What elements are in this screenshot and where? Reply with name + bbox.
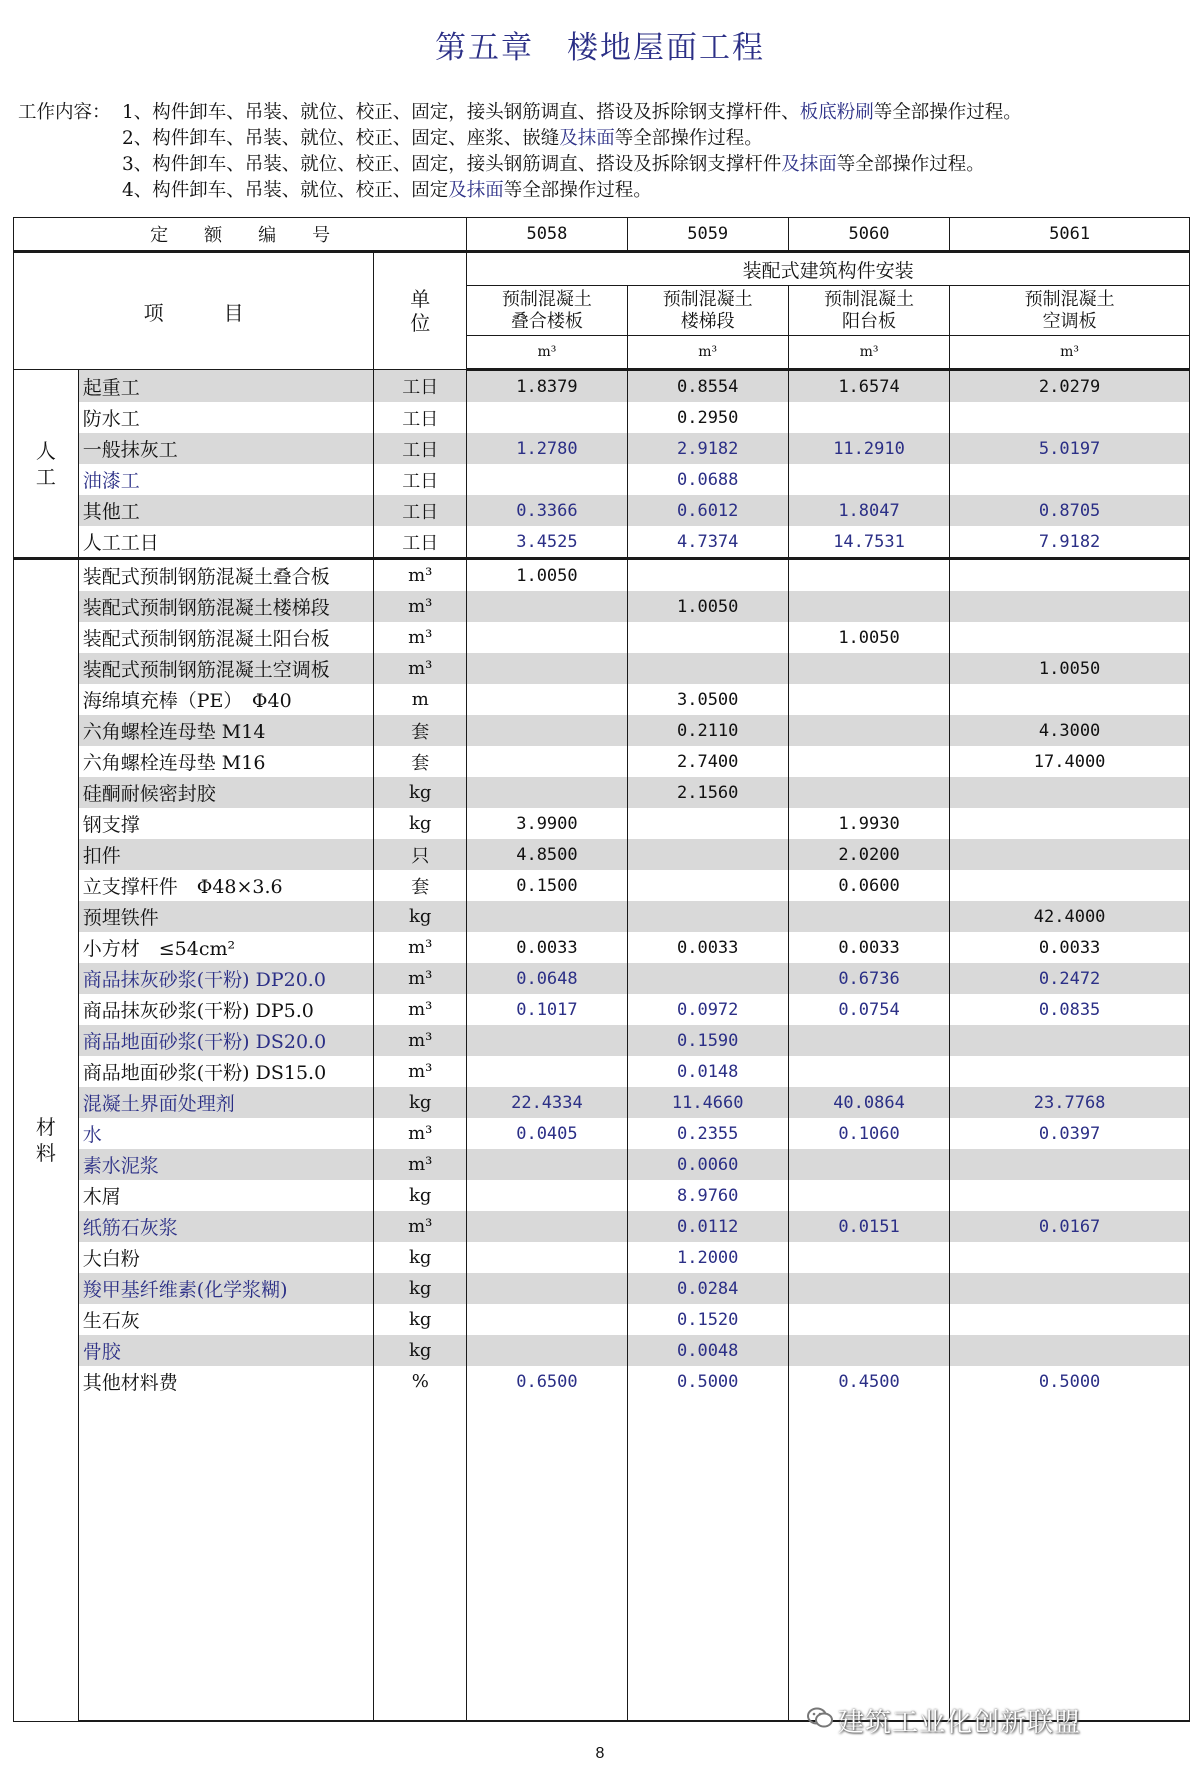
row-value-5061 [950,1025,1190,1056]
page-title: 第五章 楼地屋面工程 [435,30,765,66]
col-unit-5061: m³ [950,336,1190,370]
table-row [14,495,1190,526]
filler-cell [374,1397,467,1721]
row-value-5059 [627,808,788,839]
row-value-5060 [788,1180,949,1211]
table-row [14,1180,1190,1211]
work-text: 等全部操作过程。 [873,102,1022,123]
row-value-5061 [950,1056,1190,1087]
work-text: 3、构件卸车、吊装、就位、校正、固定，接头钢筋调直、搭设及拆除钢支撑杆件 [122,154,782,175]
table-row [14,591,1190,622]
row-value-5058 [467,1273,627,1304]
code-5059: 5059 [627,218,788,252]
col-head-5060: 预制混凝土 阳台板 [788,286,949,336]
row-value-5061: 5.0197 [950,433,1190,464]
row-value-5058: 1.0050 [467,559,627,592]
row-unit: kg [374,1304,467,1335]
row-unit: m³ [374,994,467,1025]
row-value-5059 [627,901,788,932]
row-unit: 工日 [374,433,467,464]
row-item-name: 油漆工 [78,464,373,495]
row-value-5058: 4.8500 [467,839,627,870]
row-item-name: 海绵填充棒（PE） Φ40 [78,684,373,715]
row-item-name: 其他材料费 [78,1366,373,1397]
row-value-5058 [467,464,627,495]
row-value-5058 [467,1025,627,1056]
row-value-5060 [788,715,949,746]
table-row [14,901,1190,932]
table-row [14,370,1190,403]
work-line [18,152,1188,178]
row-value-5058: 3.4525 [467,526,627,559]
row-value-5058 [467,1056,627,1087]
row-value-5060: 0.0033 [788,932,949,963]
row-unit: 工日 [374,526,467,559]
code-label: 定 额 编 号 [14,218,467,252]
row-unit: kg [374,1273,467,1304]
row-value-5061: 0.0835 [950,994,1190,1025]
row-value-5059: 0.0048 [627,1335,788,1366]
table-row [14,1242,1190,1273]
table-row [14,870,1190,901]
row-value-5058: 0.0405 [467,1118,627,1149]
row-value-5060: 11.2910 [788,433,949,464]
row-value-5059: 0.0284 [627,1273,788,1304]
col-head-5059: 预制混凝土 楼梯段 [627,286,788,336]
row-unit: 套 [374,870,467,901]
row-value-5059: 0.1590 [627,1025,788,1056]
row-value-5061: 0.5000 [950,1366,1190,1397]
row-value-5060 [788,901,949,932]
row-unit: 套 [374,715,467,746]
row-value-5059: 0.2950 [627,402,788,433]
row-value-5060 [788,1242,949,1273]
row-value-5058: 1.8379 [467,370,627,403]
row-value-5061 [950,1180,1190,1211]
group-labor: 人 工 [14,370,79,559]
row-unit: m [374,684,467,715]
unit-header: 单 位 [374,252,467,370]
row-unit: kg [374,1180,467,1211]
row-item-name: 纸筋石灰浆 [78,1211,373,1242]
row-unit: m³ [374,963,467,994]
row-unit: kg [374,1087,467,1118]
row-value-5058: 0.0033 [467,932,627,963]
row-value-5059: 0.0112 [627,1211,788,1242]
row-value-5060: 0.0151 [788,1211,949,1242]
row-value-5059: 2.7400 [627,746,788,777]
row-unit: 工日 [374,370,467,403]
row-value-5058: 0.3366 [467,495,627,526]
table-row [14,1118,1190,1149]
filler-cell [950,1397,1190,1721]
row-value-5060: 0.1060 [788,1118,949,1149]
row-item-name: 商品地面砂浆(干粉) DS20.0 [78,1025,373,1056]
work-text-highlight: 及抹面 [559,128,615,149]
row-value-5059: 2.1560 [627,777,788,808]
row-item-name: 防水工 [78,402,373,433]
work-text-highlight: 板底粉刷 [799,102,874,123]
row-value-5061 [950,1335,1190,1366]
row-item-name: 扣件 [78,839,373,870]
row-value-5059: 0.2355 [627,1118,788,1149]
row-value-5058: 0.6500 [467,1366,627,1397]
row-item-name: 预埋铁件 [78,901,373,932]
row-unit: 工日 [374,402,467,433]
row-value-5058 [467,653,627,684]
table-row [14,433,1190,464]
row-value-5060: 14.7531 [788,526,949,559]
table-row [14,1304,1190,1335]
table-row [14,559,1190,592]
row-unit: m³ [374,1025,467,1056]
row-unit: m³ [374,559,467,592]
row-value-5059: 0.2110 [627,715,788,746]
row-value-5059: 3.0500 [627,684,788,715]
row-value-5061: 23.7768 [950,1087,1190,1118]
group-material: 材 料 [14,559,79,1722]
work-text: 2、构件卸车、吊装、就位、校正、固定、座浆、嵌缝 [122,128,560,149]
row-value-5061: 2.0279 [950,370,1190,403]
work-text-highlight: 及抹面 [781,154,837,175]
row-value-5060: 0.6736 [788,963,949,994]
row-value-5060: 1.9930 [788,808,949,839]
table-row [14,932,1190,963]
row-item-name: 其他工 [78,495,373,526]
table-row [14,1149,1190,1180]
work-line [18,126,1188,152]
table-row [14,402,1190,433]
row-item-name: 起重工 [78,370,373,403]
row-item-name: 商品抹灰砂浆(干粉) DP20.0 [78,963,373,994]
row-value-5061 [950,622,1190,653]
row-item-name: 素水泥浆 [78,1149,373,1180]
work-text: 等全部操作过程。 [614,128,763,149]
table-row [14,963,1190,994]
row-value-5059 [627,559,788,592]
row-value-5059: 0.0033 [627,932,788,963]
table-row [14,1273,1190,1304]
row-value-5061: 0.2472 [950,963,1190,994]
row-item-name: 生石灰 [78,1304,373,1335]
row-unit: m³ [374,932,467,963]
row-item-name: 装配式预制钢筋混凝土楼梯段 [78,591,373,622]
row-item-name: 立支撑杆件 Φ48×3.6 [78,870,373,901]
work-text: 等全部操作过程。 [503,180,652,201]
col-unit-5059: m³ [627,336,788,370]
row-value-5060: 0.0600 [788,870,949,901]
row-item-name: 木屑 [78,1180,373,1211]
row-value-5058 [467,1304,627,1335]
row-item-name: 水 [78,1118,373,1149]
row-unit: m³ [374,1211,467,1242]
row-value-5060: 1.8047 [788,495,949,526]
row-value-5061 [950,777,1190,808]
table-row [14,1056,1190,1087]
row-value-5058 [467,1242,627,1273]
filler-cell [467,1397,627,1721]
work-text: 等全部操作过程。 [836,154,985,175]
row-item-name: 硅酮耐候密封胶 [78,777,373,808]
wechat-icon [806,1706,834,1730]
row-value-5060 [788,684,949,715]
row-value-5058: 0.1500 [467,870,627,901]
table-row [14,1335,1190,1366]
row-value-5058: 22.4334 [467,1087,627,1118]
row-value-5058 [467,622,627,653]
row-value-5061 [950,1304,1190,1335]
row-value-5059: 0.0972 [627,994,788,1025]
row-value-5058 [467,1180,627,1211]
row-value-5059 [627,839,788,870]
row-unit: 工日 [374,464,467,495]
table-row [14,1087,1190,1118]
row-value-5060: 0.4500 [788,1366,949,1397]
work-text: 4、构件卸车、吊装、就位、校正、固定 [122,180,449,201]
row-value-5059: 0.0688 [627,464,788,495]
row-unit: kg [374,1242,467,1273]
row-value-5060 [788,777,949,808]
row-item-name: 六角螺栓连母垫 M14 [78,715,373,746]
row-unit: kg [374,808,467,839]
row-unit: m³ [374,622,467,653]
row-value-5058 [467,777,627,808]
row-value-5061: 1.0050 [950,653,1190,684]
code-5058: 5058 [467,218,627,252]
row-value-5059: 1.2000 [627,1242,788,1273]
row-value-5060 [788,1304,949,1335]
work-line [18,100,1188,126]
work-label: 工作内容： [18,102,111,123]
item-header: 项 目 [14,252,374,370]
row-value-5060: 0.0754 [788,994,949,1025]
row-value-5060 [788,464,949,495]
row-item-name: 装配式预制钢筋混凝土阳台板 [78,622,373,653]
row-unit: 套 [374,746,467,777]
row-value-5060 [788,653,949,684]
page-number: 8 [595,1745,605,1762]
table-row [14,746,1190,777]
filler-cell [788,1397,949,1721]
group-title: 装配式建筑构件安装 [467,252,1190,286]
row-item-name: 一般抹灰工 [78,433,373,464]
col-head-5058: 预制混凝土 叠合楼板 [467,286,627,336]
table-row [14,715,1190,746]
work-line [18,178,1188,204]
row-value-5061 [950,1242,1190,1273]
row-value-5060: 2.0200 [788,839,949,870]
row-value-5059 [627,963,788,994]
row-unit: kg [374,777,467,808]
row-unit: kg [374,901,467,932]
col-unit-5058: m³ [467,336,627,370]
row-value-5058 [467,591,627,622]
row-item-name: 六角螺栓连母垫 M16 [78,746,373,777]
row-value-5060: 40.0864 [788,1087,949,1118]
table-row [14,526,1190,559]
row-value-5058: 0.1017 [467,994,627,1025]
row-value-5060 [788,746,949,777]
row-value-5059: 0.5000 [627,1366,788,1397]
table-row [14,1025,1190,1056]
row-value-5061 [950,1273,1190,1304]
row-value-5059: 0.1520 [627,1304,788,1335]
row-unit: kg [374,1335,467,1366]
filler-row [14,1397,1190,1721]
row-value-5061 [950,464,1190,495]
row-value-5061 [950,870,1190,901]
table-row [14,1366,1190,1397]
row-unit: 只 [374,839,467,870]
watermark: 建筑工业化创新联盟 [838,1707,1082,1737]
row-value-5061: 0.0167 [950,1211,1190,1242]
row-value-5058 [467,1149,627,1180]
row-value-5061 [950,684,1190,715]
row-value-5060 [788,591,949,622]
row-value-5058 [467,715,627,746]
row-value-5061 [950,559,1190,592]
row-value-5059: 0.0060 [627,1149,788,1180]
row-value-5060 [788,402,949,433]
row-value-5058 [467,901,627,932]
row-value-5059: 0.8554 [627,370,788,403]
row-value-5061: 7.9182 [950,526,1190,559]
row-unit: m³ [374,1118,467,1149]
quota-table [13,217,1190,1722]
row-value-5061: 0.0033 [950,932,1190,963]
row-value-5060 [788,1025,949,1056]
col-unit-5060: m³ [788,336,949,370]
row-value-5059 [627,870,788,901]
row-value-5061 [950,839,1190,870]
row-item-name: 人工工日 [78,526,373,559]
table-row [14,1211,1190,1242]
work-content [18,100,1188,204]
row-item-name: 装配式预制钢筋混凝土叠合板 [78,559,373,592]
row-value-5061 [950,1149,1190,1180]
row-value-5061 [950,591,1190,622]
row-value-5060: 1.0050 [788,622,949,653]
row-value-5059: 8.9760 [627,1180,788,1211]
row-item-name: 装配式预制钢筋混凝土空调板 [78,653,373,684]
row-item-name: 混凝土界面处理剂 [78,1087,373,1118]
row-value-5058 [467,1211,627,1242]
row-value-5061 [950,402,1190,433]
table-row [14,808,1190,839]
table-row [14,777,1190,808]
col-head-5061: 预制混凝土 空调板 [950,286,1190,336]
row-value-5061: 42.4000 [950,901,1190,932]
row-value-5058: 1.2780 [467,433,627,464]
code-5061: 5061 [950,218,1190,252]
row-value-5059: 2.9182 [627,433,788,464]
row-value-5061: 4.3000 [950,715,1190,746]
table-row [14,464,1190,495]
row-value-5058: 3.9900 [467,808,627,839]
row-item-name: 钢支撑 [78,808,373,839]
table-row [14,994,1190,1025]
row-item-name: 小方材 ≤54cm² [78,932,373,963]
row-value-5061: 17.4000 [950,746,1190,777]
row-item-name: 羧甲基纤维素(化学浆糊) [78,1273,373,1304]
row-item-name: 大白粉 [78,1242,373,1273]
row-value-5059: 11.4660 [627,1087,788,1118]
row-value-5059 [627,622,788,653]
row-item-name: 商品抹灰砂浆(干粉) DP5.0 [78,994,373,1025]
row-value-5061: 0.0397 [950,1118,1190,1149]
filler-cell [627,1397,788,1721]
row-value-5060 [788,1149,949,1180]
row-value-5058 [467,746,627,777]
work-text: 1、构件卸车、吊装、就位、校正、固定，接头钢筋调直、搭设及拆除钢支撑杆件、 [122,102,800,123]
row-value-5060 [788,1056,949,1087]
row-value-5061 [950,808,1190,839]
row-item-name: 商品地面砂浆(干粉) DS15.0 [78,1056,373,1087]
filler-cell [78,1397,373,1721]
row-value-5058 [467,684,627,715]
row-value-5059 [627,653,788,684]
table-row [14,653,1190,684]
row-unit: 工日 [374,495,467,526]
row-value-5060 [788,1273,949,1304]
row-value-5060: 1.6574 [788,370,949,403]
row-unit: m³ [374,591,467,622]
table-row [14,622,1190,653]
row-value-5058 [467,402,627,433]
row-value-5059: 4.7374 [627,526,788,559]
table-row [14,684,1190,715]
row-value-5060 [788,1335,949,1366]
row-unit: m³ [374,653,467,684]
work-text-highlight: 及抹面 [448,180,504,201]
row-unit: % [374,1366,467,1397]
row-value-5058 [467,1335,627,1366]
row-value-5059: 0.0148 [627,1056,788,1087]
row-value-5061: 0.8705 [950,495,1190,526]
row-value-5059: 0.6012 [627,495,788,526]
row-item-name: 骨胶 [78,1335,373,1366]
row-value-5060 [788,559,949,592]
row-unit: m³ [374,1056,467,1087]
row-value-5058: 0.0648 [467,963,627,994]
table-row [14,839,1190,870]
code-5060: 5060 [788,218,949,252]
row-unit: m³ [374,1149,467,1180]
row-value-5059: 1.0050 [627,591,788,622]
